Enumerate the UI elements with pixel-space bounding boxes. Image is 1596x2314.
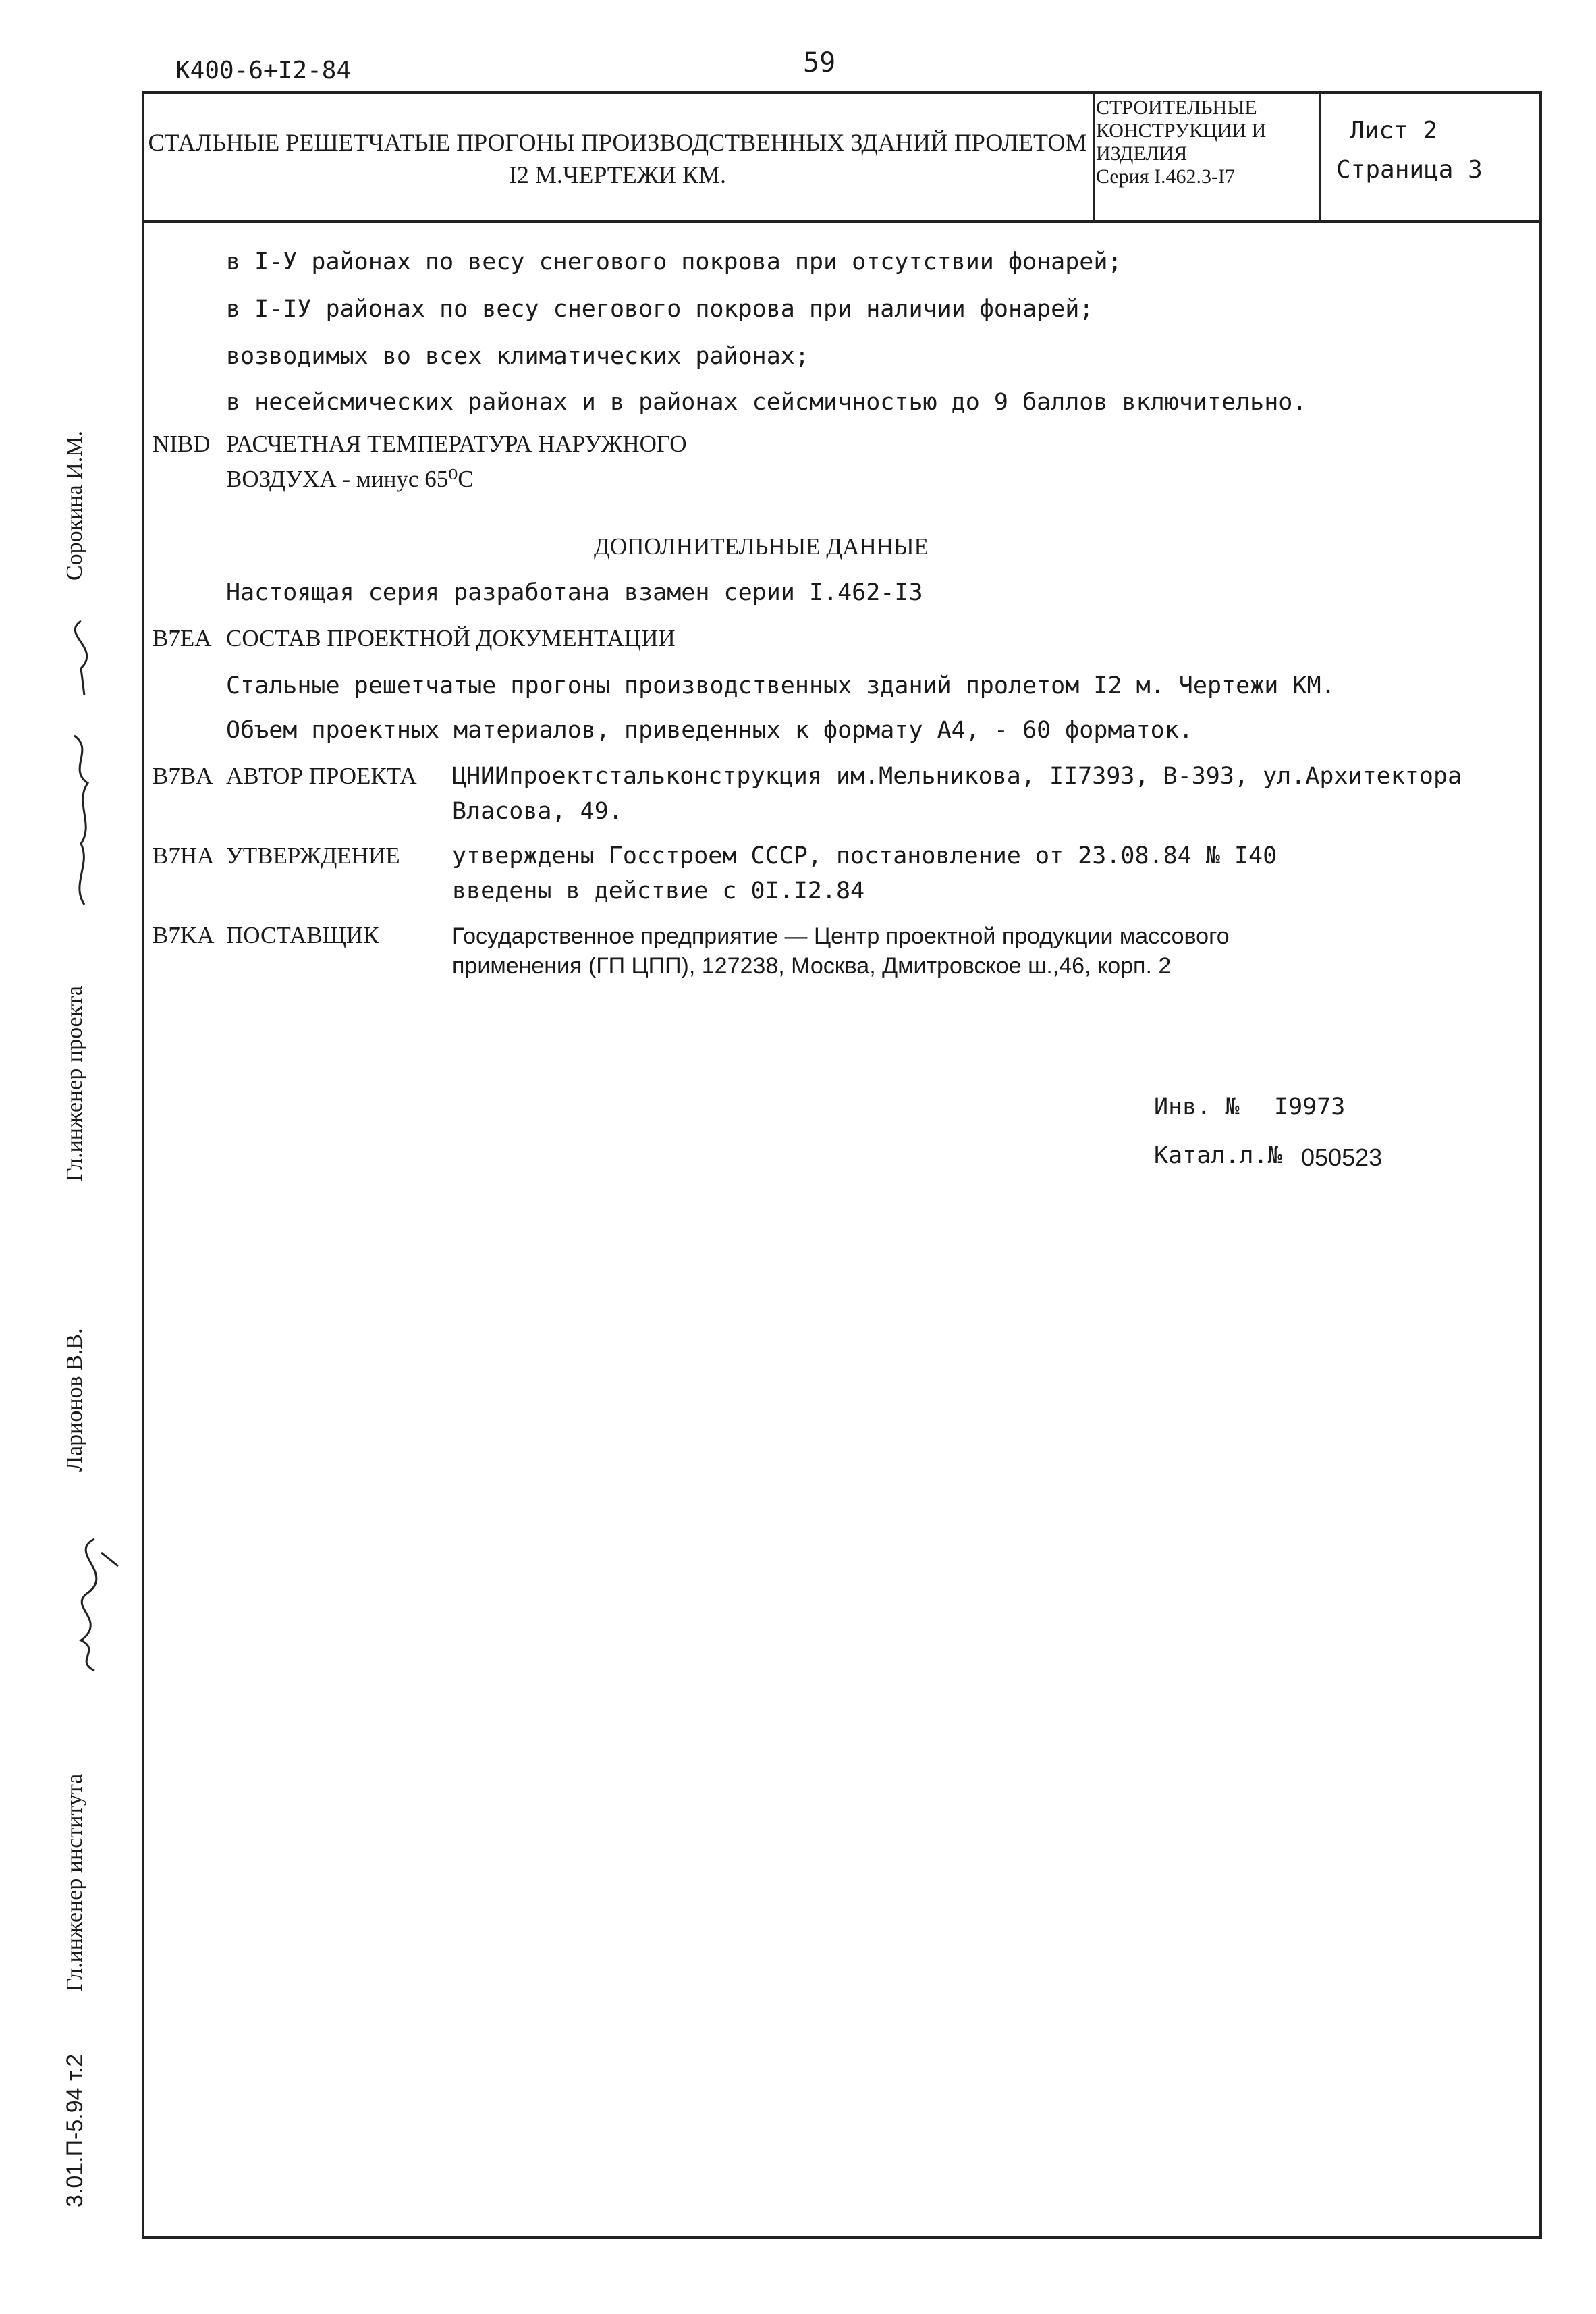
page-number: 59	[803, 47, 836, 78]
replacement-note: Настоящая серия разработана взамен серии I.462-I3	[226, 579, 923, 606]
nibd-line-2: ВОЗДУХА - минус 65⁰С	[226, 466, 474, 492]
side-bottom-code: 3.01.П-5.94 т.2	[62, 2053, 88, 2207]
b7ha-code: B7HA	[153, 842, 215, 869]
nibd-code: NIBD	[153, 431, 211, 457]
category-line-3: ИЗДЕЛИЯ	[1096, 142, 1188, 165]
title-line-1: СТАЛЬНЫЕ РЕШЕТЧАТЫЕ ПРОГОНЫ ПРОИЗВОДСТВЕННЫХ ЗДАНИЙ ПРОЛЕТОМ	[148, 129, 1087, 156]
inventory-number: I9973	[1274, 1094, 1346, 1121]
series-divider	[1319, 91, 1321, 223]
b7ka-code: B7KA	[153, 922, 215, 948]
b7ea-label: СОСТАВ ПРОЕКТНОЙ ДОКУМЕНТАЦИИ	[226, 625, 676, 651]
b7ba-code: B7BA	[153, 763, 213, 789]
category-line-1: СТРОИТЕЛЬНЫЕ	[1096, 97, 1257, 119]
supplier-line-2: применения (ГП ЦПП), 127238, Москва, Дмитровское ш.,46, корп. 2	[452, 953, 1172, 979]
catalog-label: Катал.л.№	[1154, 1142, 1282, 1169]
page-label: Страница 3	[1336, 156, 1483, 184]
composition-line-2: Объем проектных материалов, приведенных к формату А4, - 60 форматок.	[226, 717, 1193, 744]
composition-line-1: Стальные решетчатые прогоны производственных зданий пролетом I2 м. Чертежи КМ.	[226, 672, 1336, 699]
body-line-4: в несейсмических районах и в районах сейсмичностью до 9 баллов включительно.	[226, 389, 1307, 416]
supplier-line-1: Государственное предприятие — Центр проектной продукции массового	[452, 923, 1230, 949]
signature-larionov	[54, 1526, 128, 1681]
side-chief-institute-engineer: Гл.инженер института	[62, 1773, 87, 1991]
body-line-1: в I-У районах по весу снегового покрова при отсутствии фонарей;	[226, 248, 1122, 275]
catalog-number: 050523	[1301, 1143, 1383, 1171]
series-number: Серия I.462.3-I7	[1096, 165, 1236, 188]
nibd-line-1: РАСЧЕТНАЯ ТЕМПЕРАТУРА НАРУЖНОГО	[226, 431, 687, 457]
author-line-2: Власова, 49.	[452, 798, 623, 825]
title-divider	[1093, 91, 1095, 223]
b7ka-label: ПОСТАВЩИК	[226, 922, 379, 948]
document-title	[142, 126, 1093, 191]
side-name-larionov: Ларионов В.В.	[62, 1328, 87, 1472]
b7ea-code: B7EA	[153, 625, 212, 651]
b7ha-label: УТВЕРЖДЕНИЕ	[226, 842, 400, 869]
inventory-label: Инв. №	[1154, 1094, 1240, 1121]
category-box	[1096, 97, 1319, 188]
body-line-2: в I-IУ районах по весу снегового покрова при наличии фонарей;	[226, 296, 1094, 323]
author-line-1: ЦНИИпроектстальконструкция им.Мельникова, II7393, В-393, ул.Архитектора	[452, 763, 1462, 790]
additional-data-heading: ДОПОЛНИТЕЛЬНЫЕ ДАННЫЕ	[594, 533, 929, 560]
sheet-number: Лист 2	[1350, 117, 1438, 144]
sheet-box	[1336, 111, 1532, 190]
approval-line-1: утверждены Госстроем СССР, постановление от 23.08.84 № I40	[452, 842, 1277, 869]
approval-line-2: введены в действие с 0I.I2.84	[452, 878, 865, 905]
signature-sorokina	[54, 608, 108, 945]
document-code: К400-6+I2-84	[175, 57, 352, 84]
b7ba-label: АВТОР ПРОЕКТА	[226, 763, 417, 789]
category-line-2: КОНСТРУКЦИИ И	[1096, 119, 1267, 142]
side-name-sorokina: Сорокина И.М.	[62, 431, 87, 581]
body-line-3: возводимых во всех климатических районах;	[226, 343, 809, 370]
title-block	[142, 91, 1542, 223]
title-line-2: I2 М.ЧЕРТЕЖИ КМ.	[508, 161, 727, 188]
side-chief-project-engineer: Гл.инженер проекта	[62, 985, 87, 1181]
